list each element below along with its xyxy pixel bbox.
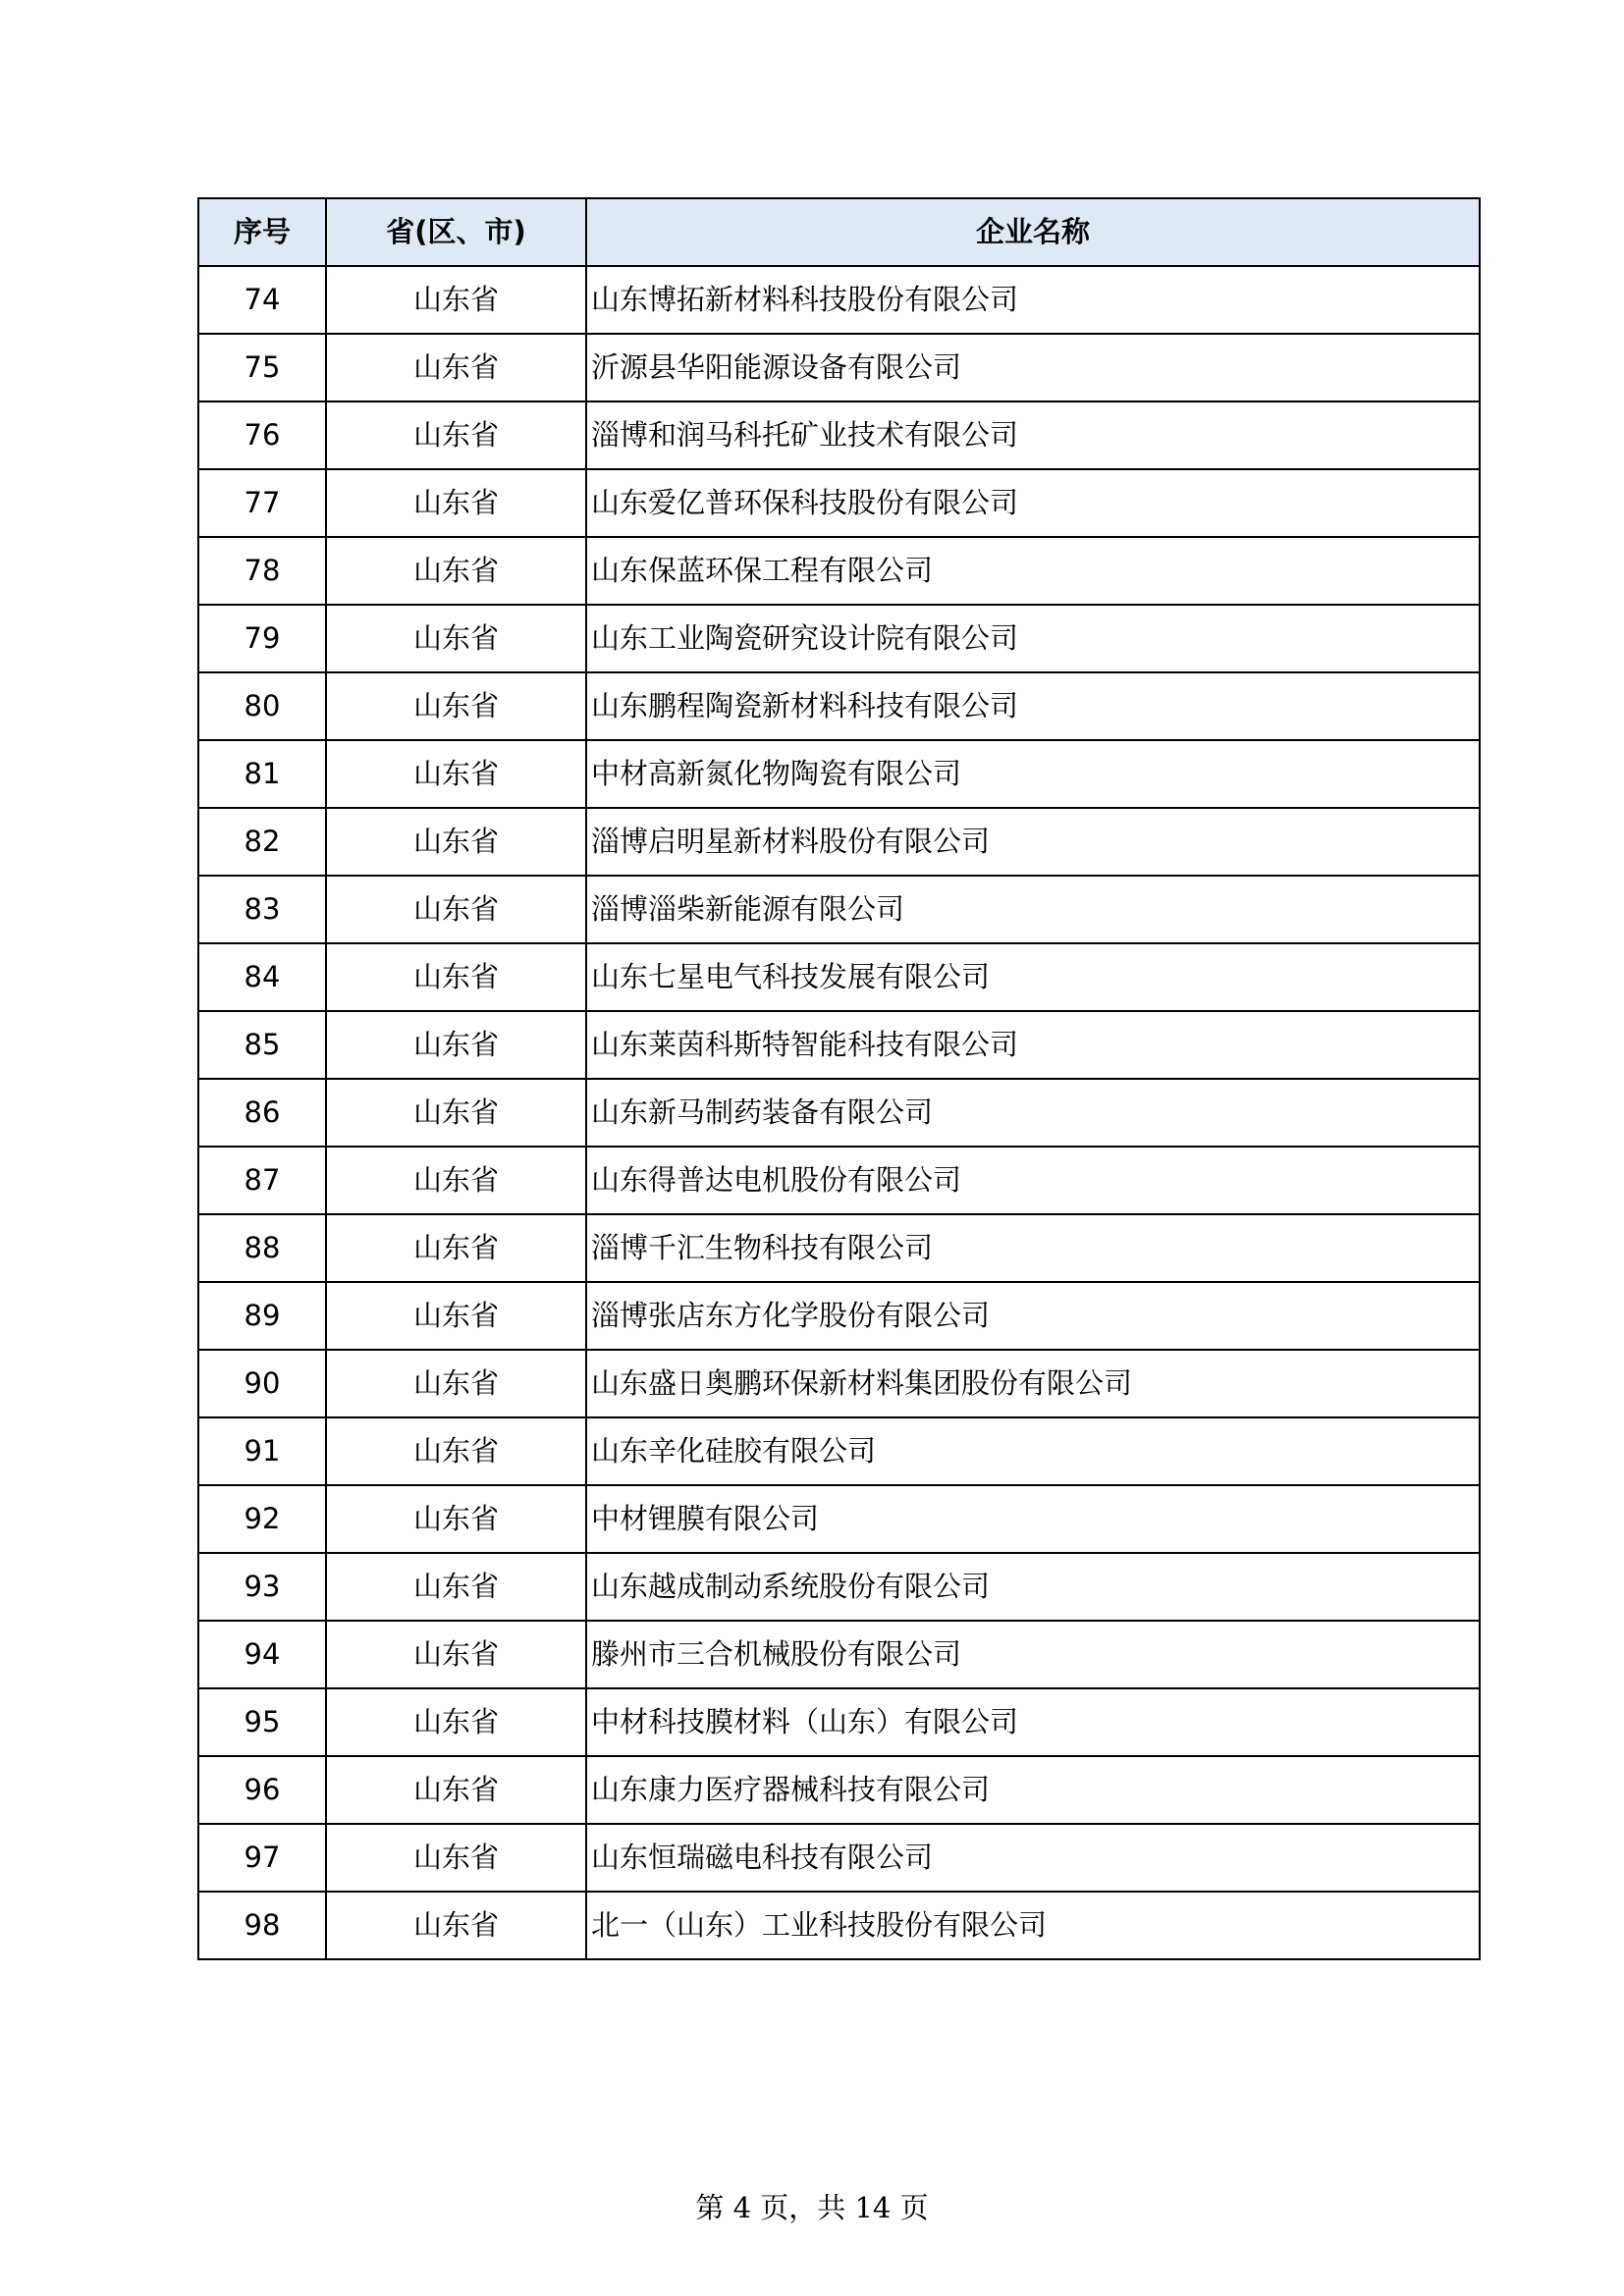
serial-number-cell: 80 <box>198 672 326 740</box>
table-row <box>198 672 1480 740</box>
serial-number-cell: 86 <box>198 1079 326 1147</box>
province-cell: 山东省 <box>326 537 586 605</box>
table-header-row <box>198 198 1480 266</box>
company-name-cell: 山东恒瑞磁电科技有限公司 <box>586 1824 1480 1892</box>
table-row <box>198 1824 1480 1892</box>
province-cell: 山东省 <box>326 1485 586 1553</box>
province-cell: 山东省 <box>326 1350 586 1417</box>
serial-number-cell: 87 <box>198 1147 326 1214</box>
company-name-cell: 山东鹏程陶瓷新材料科技有限公司 <box>586 672 1480 740</box>
company-name-cell: 山东新马制药装备有限公司 <box>586 1079 1480 1147</box>
province-cell: 山东省 <box>326 1011 586 1079</box>
province-cell: 山东省 <box>326 1688 586 1756</box>
serial-number-cell: 79 <box>198 605 326 672</box>
company-name-cell: 山东博拓新材料科技股份有限公司 <box>586 266 1480 334</box>
serial-number-cell: 84 <box>198 943 326 1011</box>
company-name-cell: 淄博淄柴新能源有限公司 <box>586 876 1480 943</box>
serial-number-cell: 74 <box>198 266 326 334</box>
table-row <box>198 266 1480 334</box>
serial-number-cell: 95 <box>198 1688 326 1756</box>
company-name-cell: 山东工业陶瓷研究设计院有限公司 <box>586 605 1480 672</box>
table-row <box>198 943 1480 1011</box>
table-row <box>198 1417 1480 1485</box>
company-name-cell: 北一（山东）工业科技股份有限公司 <box>586 1892 1480 1959</box>
province-cell: 山东省 <box>326 1079 586 1147</box>
table-body <box>198 266 1480 1959</box>
company-name-cell: 山东保蓝环保工程有限公司 <box>586 537 1480 605</box>
table-row <box>198 1688 1480 1756</box>
column-header-company-name: 企业名称 <box>586 198 1480 266</box>
province-cell: 山东省 <box>326 876 586 943</box>
serial-number-cell: 78 <box>198 537 326 605</box>
province-cell: 山东省 <box>326 1756 586 1824</box>
province-cell: 山东省 <box>326 943 586 1011</box>
province-cell: 山东省 <box>326 334 586 401</box>
serial-number-cell: 92 <box>198 1485 326 1553</box>
serial-number-cell: 96 <box>198 1756 326 1824</box>
table-row <box>198 1756 1480 1824</box>
table-row <box>198 1011 1480 1079</box>
column-header-serial: 序号 <box>198 198 326 266</box>
table-row <box>198 1621 1480 1688</box>
company-name-cell: 淄博和润马科托矿业技术有限公司 <box>586 401 1480 469</box>
table-row <box>198 334 1480 401</box>
company-name-cell: 山东越成制动系统股份有限公司 <box>586 1553 1480 1621</box>
company-name-cell: 山东辛化硅胶有限公司 <box>586 1417 1480 1485</box>
province-cell: 山东省 <box>326 1892 586 1959</box>
company-name-cell: 山东盛日奥鹏环保新材料集团股份有限公司 <box>586 1350 1480 1417</box>
serial-number-cell: 90 <box>198 1350 326 1417</box>
table-row <box>198 1485 1480 1553</box>
serial-number-cell: 97 <box>198 1824 326 1892</box>
company-name-cell: 山东康力医疗器械科技有限公司 <box>586 1756 1480 1824</box>
company-name-cell: 中材高新氮化物陶瓷有限公司 <box>586 740 1480 808</box>
serial-number-cell: 77 <box>198 469 326 537</box>
serial-number-cell: 88 <box>198 1214 326 1282</box>
table-row <box>198 605 1480 672</box>
company-name-cell: 淄博千汇生物科技有限公司 <box>586 1214 1480 1282</box>
company-name-cell: 中材锂膜有限公司 <box>586 1485 1480 1553</box>
province-cell: 山东省 <box>326 401 586 469</box>
province-cell: 山东省 <box>326 1214 586 1282</box>
serial-number-cell: 93 <box>198 1553 326 1621</box>
company-name-cell: 淄博启明星新材料股份有限公司 <box>586 808 1480 876</box>
province-cell: 山东省 <box>326 808 586 876</box>
serial-number-cell: 89 <box>198 1282 326 1350</box>
serial-number-cell: 85 <box>198 1011 326 1079</box>
table-row <box>198 401 1480 469</box>
table-row <box>198 808 1480 876</box>
table-row <box>198 1214 1480 1282</box>
table-row <box>198 1553 1480 1621</box>
province-cell: 山东省 <box>326 1282 586 1350</box>
serial-number-cell: 94 <box>198 1621 326 1688</box>
company-name-cell: 沂源县华阳能源设备有限公司 <box>586 334 1480 401</box>
serial-number-cell: 76 <box>198 401 326 469</box>
province-cell: 山东省 <box>326 740 586 808</box>
province-cell: 山东省 <box>326 1621 586 1688</box>
serial-number-cell: 98 <box>198 1892 326 1959</box>
table-row <box>198 469 1480 537</box>
company-name-cell: 淄博张店东方化学股份有限公司 <box>586 1282 1480 1350</box>
province-cell: 山东省 <box>326 1553 586 1621</box>
serial-number-cell: 75 <box>198 334 326 401</box>
company-name-cell: 山东七星电气科技发展有限公司 <box>586 943 1480 1011</box>
province-cell: 山东省 <box>326 605 586 672</box>
table-row <box>198 876 1480 943</box>
table-row <box>198 1892 1480 1959</box>
table-row <box>198 1079 1480 1147</box>
province-cell: 山东省 <box>326 672 586 740</box>
table-row <box>198 537 1480 605</box>
table-row <box>198 740 1480 808</box>
serial-number-cell: 83 <box>198 876 326 943</box>
column-header-province: 省(区、市) <box>326 198 586 266</box>
company-name-cell: 山东得普达电机股份有限公司 <box>586 1147 1480 1214</box>
province-cell: 山东省 <box>326 469 586 537</box>
serial-number-cell: 91 <box>198 1417 326 1485</box>
serial-number-cell: 82 <box>198 808 326 876</box>
province-cell: 山东省 <box>326 1147 586 1214</box>
company-name-cell: 山东爱亿普环保科技股份有限公司 <box>586 469 1480 537</box>
table-row <box>198 1147 1480 1214</box>
page-number-footer: 第 4 页，共 14 页 <box>695 2191 929 2224</box>
table-row <box>198 1350 1480 1417</box>
serial-number-cell: 81 <box>198 740 326 808</box>
province-cell: 山东省 <box>326 1824 586 1892</box>
company-name-cell: 滕州市三合机械股份有限公司 <box>586 1621 1480 1688</box>
company-name-cell: 山东莱茵科斯特智能科技有限公司 <box>586 1011 1480 1079</box>
enterprise-list-table <box>197 197 1481 1960</box>
province-cell: 山东省 <box>326 1417 586 1485</box>
company-name-cell: 中材科技膜材料（山东）有限公司 <box>586 1688 1480 1756</box>
province-cell: 山东省 <box>326 266 586 334</box>
table-row <box>198 1282 1480 1350</box>
